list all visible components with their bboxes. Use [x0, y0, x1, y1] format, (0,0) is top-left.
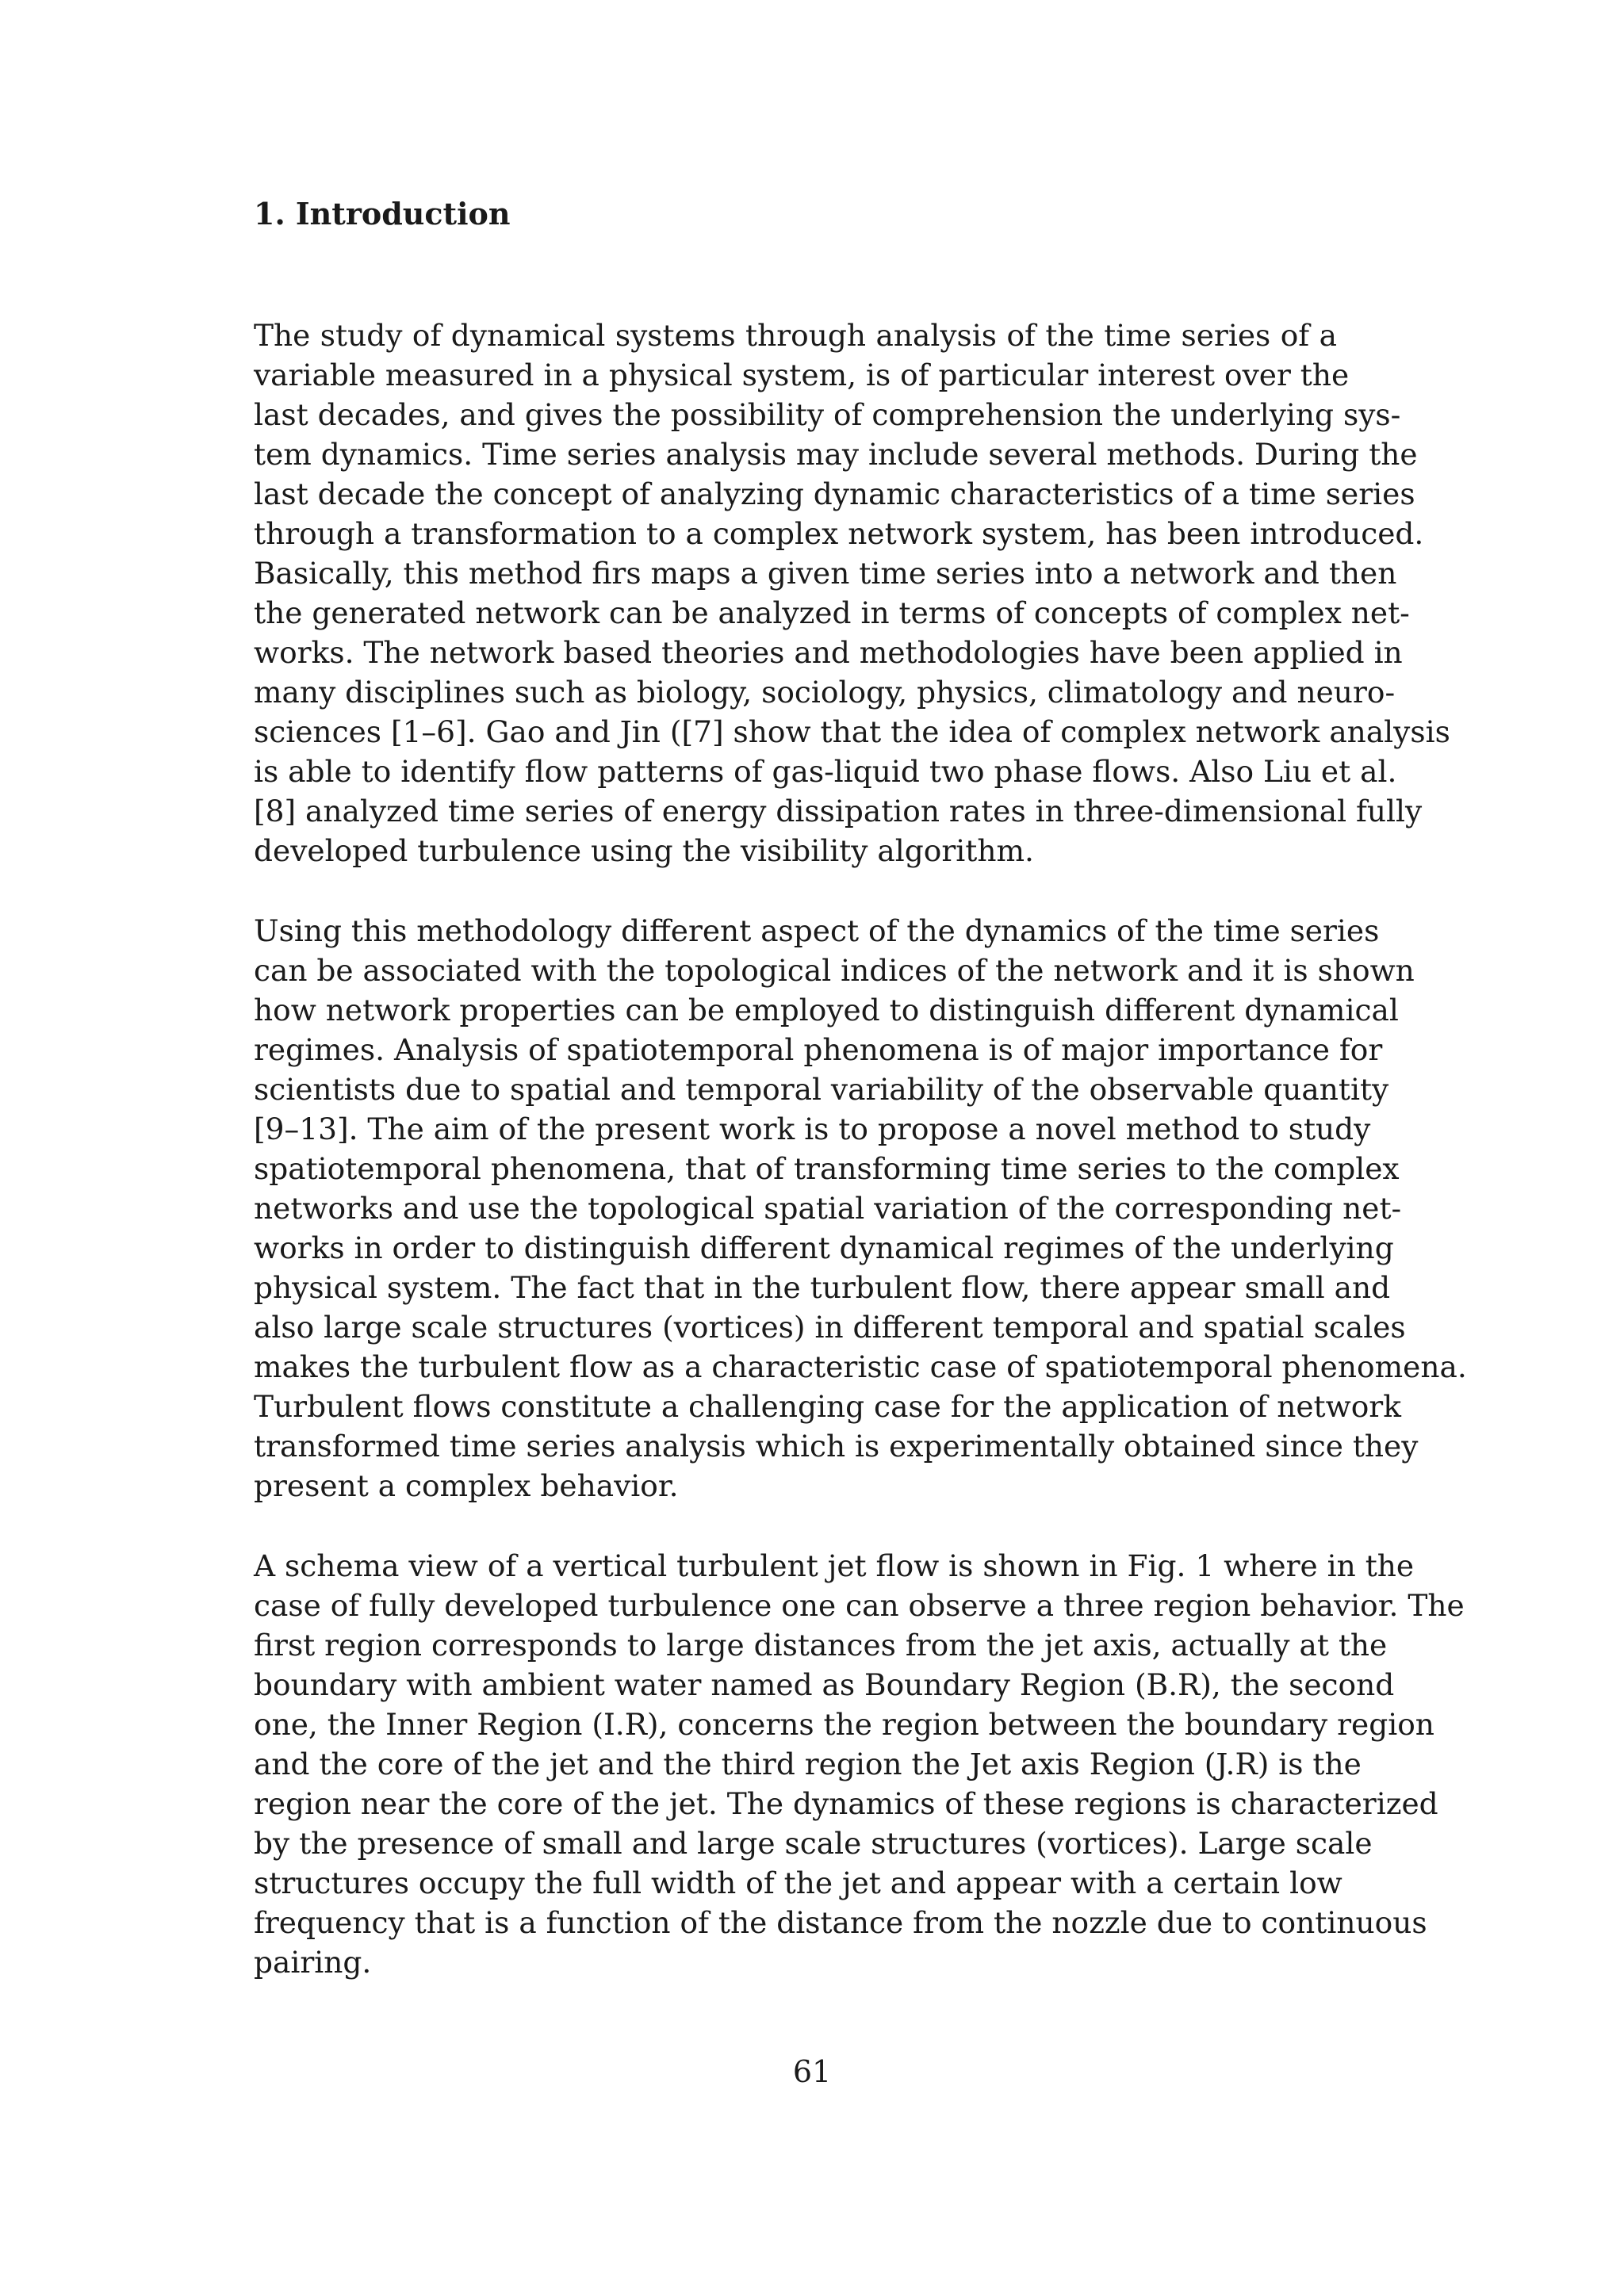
paragraph-line: works in order to distinguish different dynamical regimes of the underlying — [254, 1230, 1394, 1265]
paragraph-line: sciences [1–6]. Gao and Jin ([7] show that the idea of complex network analysis — [254, 714, 1450, 749]
paragraph-line: The study of dynamical systems through analysis of the time series of a — [254, 318, 1337, 353]
paragraph-2 — [254, 911, 1467, 1506]
paragraph-line: Basically, this method firs maps a given time series into a network and then — [254, 556, 1397, 591]
paragraph-line: one, the Inner Region (I.R), concerns the region between the boundary region — [254, 1707, 1434, 1742]
paragraph-line: [8] analyzed time series of energy dissipation rates in three-dimensional fully — [254, 794, 1423, 828]
paragraph-1 — [254, 316, 1450, 871]
paragraph-line: networks and use the topological spatial variation of the corresponding net- — [254, 1191, 1402, 1226]
paragraph-line: works. The network based theories and methodologies have been applied in — [254, 635, 1403, 670]
paragraph-line: regimes. Analysis of spatiotemporal phenomena is of major importance for — [254, 1032, 1383, 1067]
paragraph-line: Turbulent flows constitute a challenging case for the application of network — [254, 1389, 1401, 1424]
paragraph-line: developed turbulence using the visibility algorithm. — [254, 833, 1034, 868]
paragraph-line: first region corresponds to large distances from the jet axis, actually at the — [254, 1628, 1388, 1663]
paragraph-line: last decades, and gives the possibility of comprehension the underlying sys- — [254, 397, 1401, 432]
paragraph-line: many disciplines such as biology, sociology, physics, climatology and neuro- — [254, 675, 1396, 710]
paragraph-line: last decade the concept of analyzing dynamic characteristics of a time series — [254, 476, 1415, 511]
paragraph-line: also large scale structures (vortices) in different temporal and spatial scales — [254, 1310, 1406, 1345]
paragraph-line: spatiotemporal phenomena, that of transforming time series to the complex — [254, 1151, 1400, 1186]
paragraph-line: [9–13]. The aim of the present work is to propose a novel method to study — [254, 1112, 1371, 1146]
paragraph-line: structures occupy the full width of the jet and appear with a certain low — [254, 1866, 1342, 1900]
paragraph-line: pairing. — [254, 1945, 372, 1980]
paragraph-line: tem dynamics. Time series analysis may include several methods. During the — [254, 437, 1418, 472]
paragraph-line: can be associated with the topological indices of the network and it is shown — [254, 953, 1415, 988]
paragraph-line: Using this methodology different aspect of the dynamics of the time series — [254, 913, 1380, 948]
paragraph-line: case of fully developed turbulence one can observe a three region behavior. The — [254, 1588, 1465, 1623]
paragraph-line: is able to identify flow patterns of gas-liquid two phase flows. Also Liu et al. — [254, 754, 1397, 789]
paragraph-line: physical system. The fact that in the turbulent flow, there appear small and — [254, 1270, 1391, 1305]
paragraph-line: A schema view of a vertical turbulent jet flow is shown in Fig. 1 where in the — [254, 1548, 1415, 1583]
paragraph-3 — [254, 1546, 1465, 1982]
paragraph-line: present a complex behavior. — [254, 1468, 679, 1503]
paragraph-line: through a transformation to a complex network system, has been introduced. — [254, 516, 1424, 551]
paragraph-line: the generated network can be analyzed in terms of concepts of complex net- — [254, 595, 1410, 630]
paragraph-line: scientists due to spatial and temporal variability of the observable quantity — [254, 1072, 1389, 1107]
paragraph-line: boundary with ambient water named as Boundary Region (B.R), the second — [254, 1667, 1395, 1702]
paragraph-line: transformed time series analysis which is experimentally obtained since they — [254, 1429, 1419, 1464]
paragraph-line: by the presence of small and large scale structures (vortices). Large scale — [254, 1826, 1373, 1861]
paragraph-line: and the core of the jet and the third region the Jet axis Region (J.R) is the — [254, 1747, 1362, 1781]
page-number: 61 — [792, 2054, 832, 2089]
paragraph-line: how network properties can be employed to distinguish different dynamical — [254, 993, 1399, 1027]
section-heading: 1. Introduction — [254, 196, 511, 232]
paragraph-line: makes the turbulent flow as a characteristic case of spatiotemporal phenomena. — [254, 1349, 1467, 1384]
paragraph-line: variable measured in a physical system, is of particular interest over the — [254, 358, 1350, 392]
paragraph-line: region near the core of the jet. The dynamics of these regions is characterized — [254, 1786, 1438, 1821]
paragraph-line: frequency that is a function of the distance from the nozzle due to continuous — [254, 1905, 1427, 1940]
